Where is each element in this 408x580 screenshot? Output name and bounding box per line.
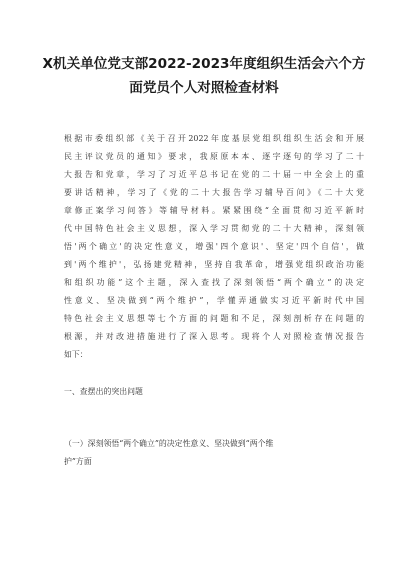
intro-paragraph-line: 特色社会主义思想等七个方面的问题和不足，深刻剖析存在问题的 [64, 314, 364, 323]
intro-paragraph-line: 大报告和党章，学习了习近平总书记在党的二十届一中全会上的重 [64, 170, 364, 179]
intro-paragraph-line: 和组织功能”这个主题，深入查找了深刻领悟“两个确立”的决定 [64, 278, 364, 287]
intro-paragraph-line: 根据市委组织部《关于召开2022年度基层党组织组织生活会和开展 [64, 134, 364, 143]
intro-paragraph-line: 根源，并对改进措施进行了深入思考。现将个人对照检查情况报告 [64, 332, 364, 341]
intro-paragraph-line: 到'两个维护'，弘扬建党精神，坚持自我革命，增强党组织政治功能 [64, 260, 364, 269]
subsection-heading-line-1: （一）深刻领悟“两个确立”的决定性意义、坚决做到“两个维 [64, 439, 274, 448]
intro-paragraph-line: 如下： [64, 350, 88, 359]
document-title-line-1: X机关单位党支部2022-2023年度组织生活会六个方 [42, 56, 366, 72]
intro-paragraph-line: 民主评议党员的通知》要求，我原原本本、逐字逐句的学习了二十 [64, 152, 364, 161]
intro-paragraph-line: 性意义、坚决做到“两个维护”，学懂弄通做实习近平新时代中国 [64, 296, 364, 305]
subsection-heading-line-2: 护”方面 [64, 457, 92, 466]
intro-paragraph-line: 章修正案学习问答》等辅导材料。紧紧围绕“全面贯彻习近平新时 [64, 206, 364, 215]
intro-paragraph-line: 要讲话精神，学习了《党的二十大报告学习辅导百问》《二十大党 [64, 188, 364, 197]
intro-paragraph-line: 代中国特色社会主义思想，深入学习贯彻党的二十大精神，深刻领 [64, 224, 364, 233]
intro-paragraph-line: 悟'两个确立'的决定性意义，增强'四个意识'、坚定'四个自信'，做 [64, 242, 364, 251]
section-heading: 一、查摆出的突出问题 [64, 387, 143, 396]
document-title-line-2: 面党员个人对照检查材料 [129, 80, 279, 96]
